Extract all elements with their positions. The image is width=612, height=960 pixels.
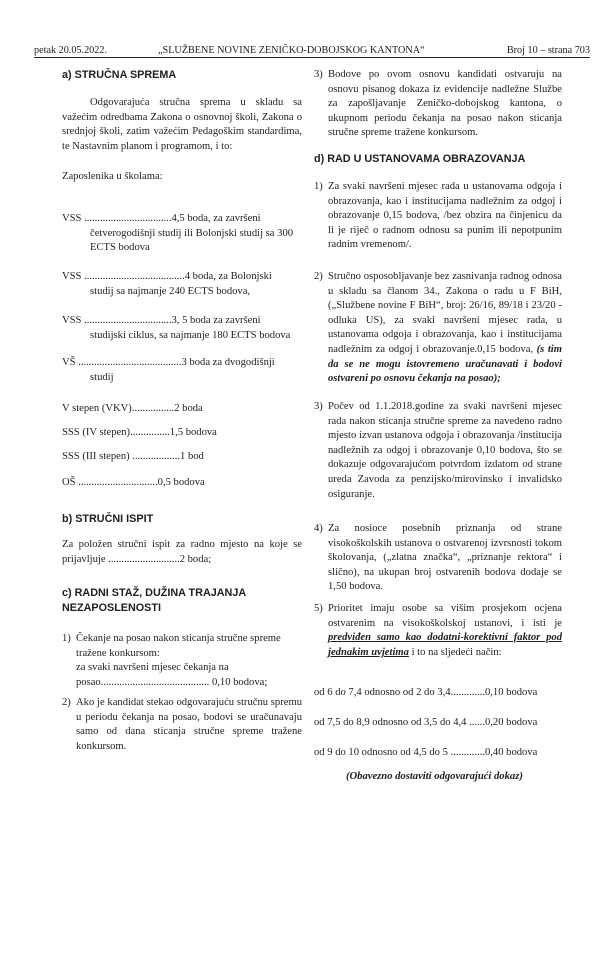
education-item: OŠ ..............................0,5 bodova xyxy=(62,477,205,488)
section-d-title: d) RAD U USTANOVAMA OBRAZOVANJA xyxy=(314,153,526,165)
education-item: SSS (III stepen) ..................1 bod xyxy=(62,451,204,462)
left-column xyxy=(62,64,307,764)
section-d-item-1: 1) Za svaki navršeni mjesec rada u ustanovama odgoja i obrazovanja, kao i institucijama nadležnim za odgoj i obrazovanje 0,15 bodova, /bez obzira na činjenicu da li je riječ o radnom odnosu sa punim ili nepotpunim radnim vremenom/. xyxy=(314,181,562,251)
education-item: VSS .................................4,5 boda, za završeni četverogodišnji studij ili Bolonjski studij sa 300 ECTS bodova xyxy=(62,213,294,254)
education-item: V stepen (VKV)................2 boda xyxy=(62,403,203,414)
closing-note: (Obavezno dostaviti odgovarajući dokaz) xyxy=(346,771,523,782)
grade-row: od 9 do 10 odnosno od 4,5 do 5 .............0,40 bodova xyxy=(314,747,538,758)
section-d-item-3: 3) Počev od 1.1.2018.godine za svaki navršeni mjesec rada nakon sticanja stručne spreme za navedeno radno mjesto izvan ustanova odgoja i obrazovanja /institucija nadležnih za odgoj i obrazovanje 0,10 bodova, što se dokazuje odgovarajućom potvrdom izdatom od strane ureda Zavoda za penzijsko/mirovinsko i invalidsko osiguranje. xyxy=(314,401,562,500)
right-column xyxy=(314,64,562,784)
education-item: VSS ......................................4 boda, za Bolonjski studij sa najmanje 240 ECTS bodova, xyxy=(62,271,272,297)
header-journal-title: „SLUŽBENE NOVINE ZENIČKO-DOBOJSKOG KANTONA“ xyxy=(158,45,425,56)
education-item: VŠ .......................................3 boda za dvogodišnji studij xyxy=(62,357,275,383)
education-item: VSS .................................3, 5 boda za završeni studijski ciklus, sa najmanje 180 ECTS bodova xyxy=(62,315,291,341)
section-b-text: Za položen stručni ispit za radno mjesto na koje se prijavljuje ...........................2 boda; xyxy=(62,539,302,565)
grade-row: od 7,5 do 8,9 odnosno od 3,5 do 4,4 ......0,20 bodova xyxy=(314,717,538,728)
section-a-intro: Odgovarajuća stručna sprema u skladu sa važećim odredbama Zakona o osnovnoj školi, Zakona o srednjoj školi, zatim važećim Pedagoškim standardima, te Nastavnim planom i programom, i to: xyxy=(62,97,302,152)
section-c-item-2: 2) Ako je kandidat stekao odgovarajuću stručnu spremu u periodu čekanja na posao, bodovi se uračunavaju samo od dana sticanja stručne spreme tražene konkursom. xyxy=(62,697,302,752)
section-c-title: c) RADNI STAŽ, DUŽINA TRAJANJA NEZAPOSLENOSTI xyxy=(62,587,246,614)
section-c-item-3: 3) Bodove po ovom osnovu kandidati ostvaruju na osnovu pisanog dokaza iz evidencije nadležne Službe za zapošljavanje Zeničko-dobojskog kantona, o ukupnom periodu čekanja na posao nakon sticanja stručne spreme tražene konkursom. xyxy=(314,69,562,139)
grade-row: od 6 do 7,4 odnosno od 2 do 3,4.............0,10 bodova xyxy=(314,687,538,698)
header-issue-page: Broj 10 – strana 703 xyxy=(506,45,590,56)
section-b-title: b) STRUČNI ISPIT xyxy=(62,513,154,525)
section-d-item-4: 4) Za nosioce posebnih priznanja od strane visokoškolskih ustanova o ostvarenoj izvrsnosti tokom školovanja, („zlatna značka“, „priznanje rektora“ i slično), na ukupan broj ostvarenih bodova dodaje se 1,50 bodova. xyxy=(314,523,562,593)
section-d-item-5: 5) Prioritet imaju osobe sa višim prosjekom ocjena ostvarenim na visokoškolskoj ustanovi, i isti je predviđen samo kao dodatni-korektivni faktor pod jednakim uvjetima i to na sljedeći način: xyxy=(314,603,562,658)
section-c-item-1: 1) Čekanje na posao nakon sticanja stručne spreme tražene konkursom: za svaki navršeni mjesec čekanja na posao......................................... 0,10 bodova; xyxy=(62,633,281,688)
education-item: SSS (IV stepen)...............1,5 bodova xyxy=(62,427,217,438)
page-header xyxy=(34,44,590,58)
header-date: petak 20.05.2022. xyxy=(34,45,107,56)
section-a-employees: Zaposlenika u školama: xyxy=(62,171,163,182)
section-d-item-2: 2) Stručno osposobljavanje bez zasnivanja radnog odnosa u skladu sa članom 34., Zakona o radu u F BiH, („Službene novine F BiH“, broj: 26/16, 89/18 i 23/20 - odluka US), za svaki navršeni mjesec rada, u ustanovama odgoja i obrazovanja, kao i institucijama nadležnim za odgoj i obrazovanje.0,15 bodova, (s tim da se ne mogu istovremeno uračunavati i bodovi ostvareni po osnovu čekanja na posao); xyxy=(314,271,562,385)
section-a-title: a) STRUČNA SPREMA xyxy=(62,69,177,81)
